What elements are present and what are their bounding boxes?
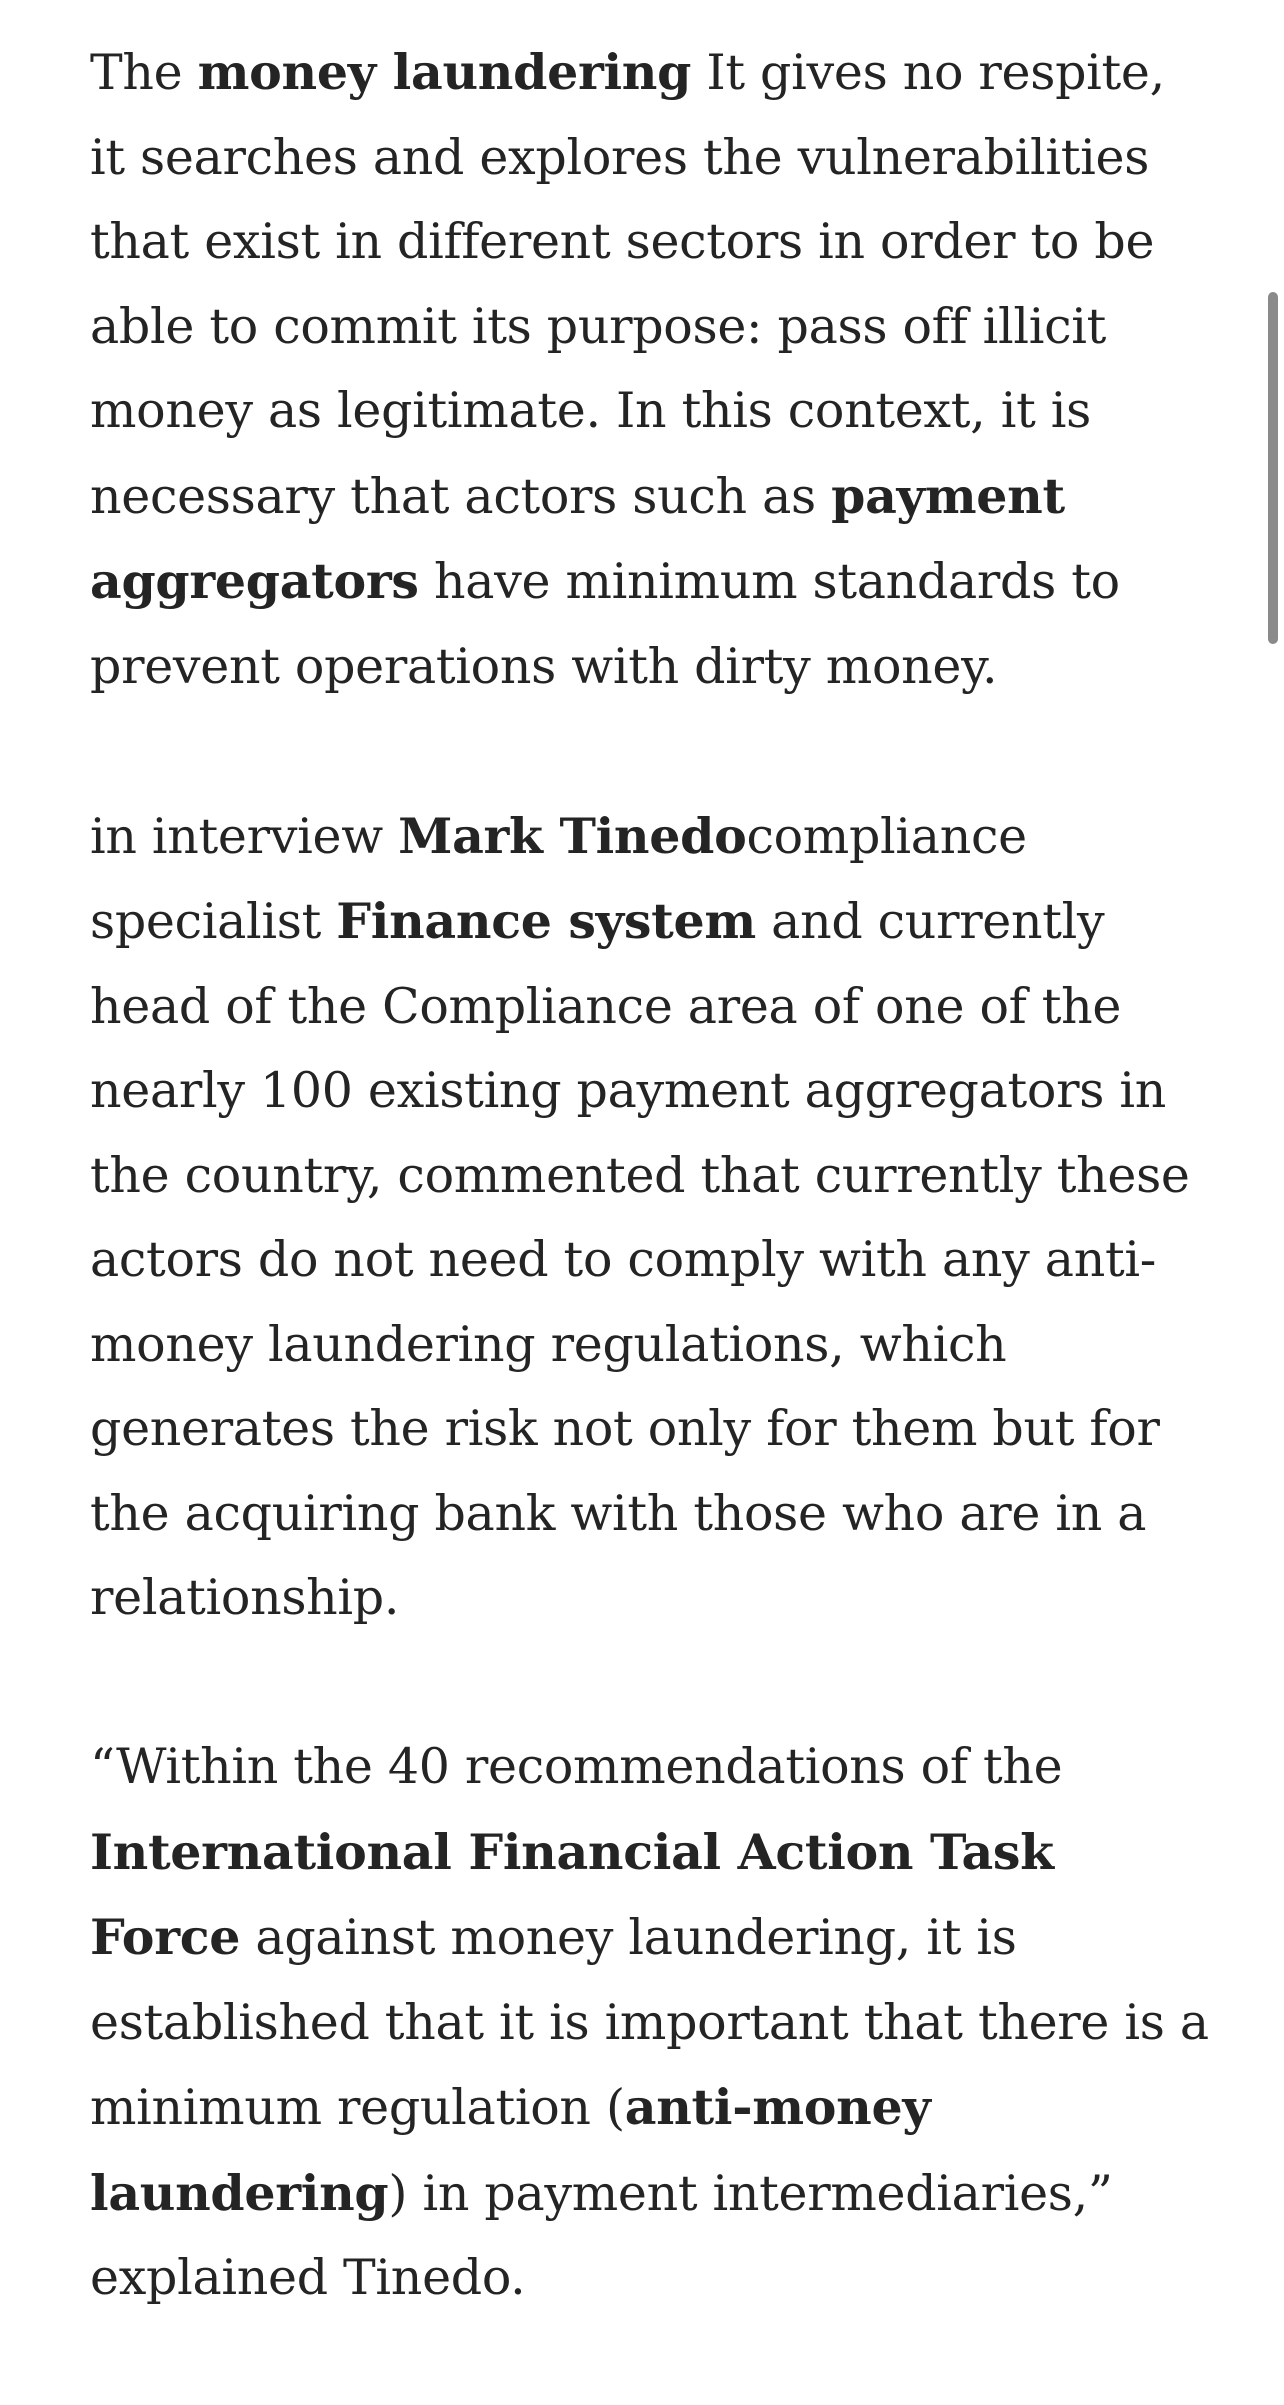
text-span: against money laundering, it is established that it is important that there is a minimum regulation (	[90, 1909, 1209, 2136]
text-span: have minimum standards to prevent operations with dirty money.	[90, 553, 1120, 695]
text-span: ) in payment intermediaries,” explained Tinedo.	[90, 2164, 1113, 2306]
bold-name: Mark Tinedo	[398, 806, 747, 865]
paragraph-interview	[90, 794, 1210, 1641]
text-span: The	[90, 44, 198, 101]
bold-term: money laundering	[197, 43, 692, 101]
paragraph-quote	[90, 1725, 1210, 2321]
text-span: It gives no respite, it searches and explores the vulnerabilities that exist in different sectors in order to be able to commit its purpose: pass off illicit money as legitimate. In this context, it is necessary that actors such as	[90, 44, 1165, 525]
bold-term: International Financial Action Task Force	[90, 1822, 1054, 1966]
scrollbar-thumb[interactable]	[1268, 292, 1278, 644]
text-span: “Within the 40 recommendations of the	[90, 1738, 1063, 1795]
text-span: and currently head of the Compliance area of one of the nearly 100 existing payment aggregators in the country, commented that currently these actors do not need to comply with any anti-money laundering regulations, which generates the risk not only for them but for the acquiring bank with those who are in a relationship.	[90, 893, 1190, 1626]
text-span: compliance specialist	[90, 807, 1027, 950]
bold-term: payment aggregators	[90, 466, 1065, 610]
paragraph-intro	[90, 30, 1210, 709]
text-span: in interview	[90, 807, 399, 865]
bold-term: Finance system	[336, 892, 756, 950]
bold-term: anti-money laundering	[90, 2078, 931, 2222]
article-body	[90, 30, 1210, 2405]
